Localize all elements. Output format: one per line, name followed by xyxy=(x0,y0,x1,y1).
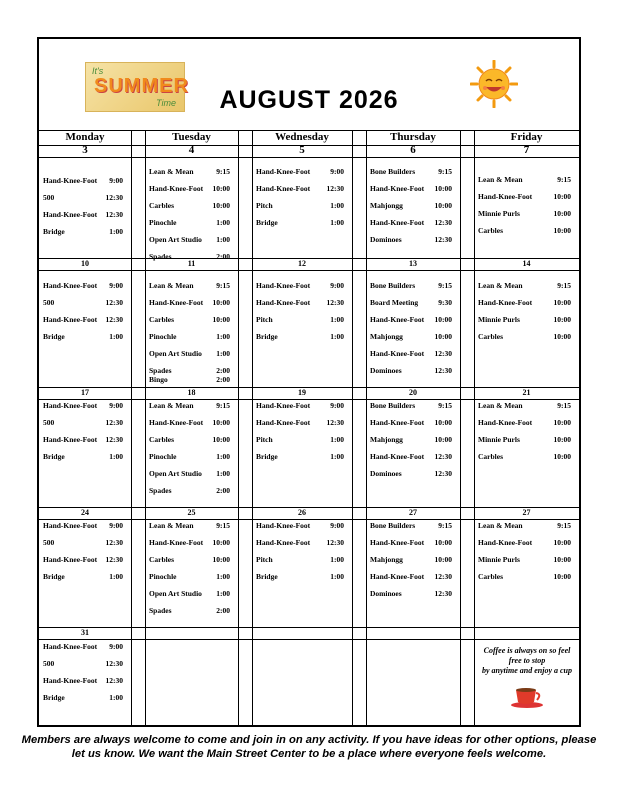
grid-line xyxy=(474,130,475,725)
date-number: 12 xyxy=(298,259,306,268)
event-name: Hand-Knee-Foot xyxy=(370,452,425,461)
event-name: Hand-Knee-Foot xyxy=(256,167,311,176)
event-name: Pitch xyxy=(256,315,273,324)
event-name: Mahjongg xyxy=(370,332,403,341)
event-time: 12:30 xyxy=(105,298,123,307)
event-name: Hand-Knee-Foot xyxy=(43,435,98,444)
event-name: Carbles xyxy=(149,435,174,444)
event-name: Hand-Knee-Foot xyxy=(43,676,98,685)
event-name: Mahjongg xyxy=(370,555,403,564)
event-time: 9:15 xyxy=(557,175,571,184)
event-time: 9:15 xyxy=(557,401,571,410)
event-name: Carbles xyxy=(478,452,503,461)
date-number: 24 xyxy=(81,508,89,517)
event-name: Dominoes xyxy=(370,589,402,598)
date-number: 10 xyxy=(81,259,89,268)
footer-note: Members are always welcome to come and join in on any activity. If you have ideas for other options, please let us know. We want the Main Street Center to be a place where everyone feels welcome. xyxy=(21,734,597,760)
event-name: Hand-Knee-Foot xyxy=(43,401,98,410)
event-name: Lean & Mean xyxy=(478,175,523,184)
event-time: 1:00 xyxy=(216,452,230,461)
event-time: 1:00 xyxy=(330,452,344,461)
event-name: Open Art Studio xyxy=(149,235,202,244)
event-time: 1:00 xyxy=(216,332,230,341)
event-name: Hand-Knee-Foot xyxy=(256,401,311,410)
event-time: 9:00 xyxy=(330,521,344,530)
grid-line xyxy=(252,130,253,725)
date-number: 13 xyxy=(409,259,417,268)
event-time: 12:30 xyxy=(105,555,123,564)
event-name: Bridge xyxy=(43,332,65,341)
event-name: Carbles xyxy=(149,555,174,564)
event-name: Carbles xyxy=(149,315,174,324)
event-time: 12:30 xyxy=(105,435,123,444)
date-number: 26 xyxy=(298,508,306,517)
event-time: 12:30 xyxy=(105,659,123,668)
event-time: 1:00 xyxy=(330,315,344,324)
event-time: 9:00 xyxy=(109,521,123,530)
event-time: 10:00 xyxy=(553,209,571,218)
event-name: Hand-Knee-Foot xyxy=(43,176,98,185)
event-name: Hand-Knee-Foot xyxy=(256,538,311,547)
event-time: 12:30 xyxy=(434,589,452,598)
date-number: 27 xyxy=(409,508,417,517)
event-time: 1:00 xyxy=(109,227,123,236)
event-time: 1:00 xyxy=(330,572,344,581)
event-time: 9:00 xyxy=(109,401,123,410)
event-time: 10:00 xyxy=(212,298,230,307)
event-name: Dominoes xyxy=(370,366,402,375)
event-name: Bridge xyxy=(256,332,278,341)
event-time: 10:00 xyxy=(434,315,452,324)
event-time: 9:15 xyxy=(438,521,452,530)
event-time: 12:30 xyxy=(434,572,452,581)
event-time: 12:30 xyxy=(434,235,452,244)
event-time: 10:00 xyxy=(553,435,571,444)
date-number: 20 xyxy=(409,388,417,397)
event-time: 9:00 xyxy=(330,401,344,410)
event-time: 10:00 xyxy=(434,184,452,193)
event-name: Pinochle xyxy=(149,452,177,461)
event-time: 12:30 xyxy=(326,184,344,193)
date-number: 27 xyxy=(522,508,531,517)
event-name: Lean & Mean xyxy=(149,167,194,176)
event-name: Open Art Studio xyxy=(149,589,202,598)
event-name: 500 xyxy=(43,298,55,307)
event-time: 9:15 xyxy=(557,521,571,530)
event-time: 2:00 xyxy=(216,486,230,495)
event-name: Hand-Knee-Foot xyxy=(149,298,204,307)
event-name: Hand-Knee-Foot xyxy=(43,315,98,324)
event-time: 12:30 xyxy=(105,676,123,685)
date-number: 21 xyxy=(522,388,531,397)
event-name: Pitch xyxy=(256,555,273,564)
event-time: 9:30 xyxy=(438,298,452,307)
grid-line xyxy=(366,130,367,725)
event-time: 12:30 xyxy=(326,418,344,427)
event-time: 1:00 xyxy=(330,332,344,341)
event-time: 10:00 xyxy=(553,572,571,581)
event-name: 500 xyxy=(43,538,55,547)
event-time: 12:30 xyxy=(105,210,123,219)
event-name: Hand-Knee-Foot xyxy=(43,642,98,651)
event-name: Bone Builders xyxy=(370,521,416,530)
event-name: Bridge xyxy=(43,693,65,702)
event-name: Spades xyxy=(149,252,172,261)
event-name: Hand-Knee-Foot xyxy=(43,210,98,219)
event-time: 10:00 xyxy=(434,418,452,427)
event-time: 12:30 xyxy=(105,538,123,547)
date-number: 31 xyxy=(81,628,89,637)
event-name: Open Art Studio xyxy=(149,469,202,478)
event-time: 9:15 xyxy=(438,281,452,290)
event-time: 1:00 xyxy=(216,589,230,598)
date-number: 14 xyxy=(522,259,531,268)
event-name: Spades xyxy=(149,486,172,495)
date-number: 5 xyxy=(299,144,305,156)
event-name: Hand-Knee-Foot xyxy=(370,315,425,324)
day-header-wednesday: Wednesday xyxy=(275,131,329,143)
event-time: 10:00 xyxy=(212,315,230,324)
event-time: 10:00 xyxy=(434,538,452,547)
event-name: Hand-Knee-Foot xyxy=(370,538,425,547)
event-name: Hand-Knee-Foot xyxy=(256,184,311,193)
event-name: Carbles xyxy=(478,332,503,341)
event-name: Hand-Knee-Foot xyxy=(370,349,425,358)
event-time: 10:00 xyxy=(212,184,230,193)
event-time: 2:00 xyxy=(216,606,230,615)
event-time: 10:00 xyxy=(212,435,230,444)
event-time: 10:00 xyxy=(212,418,230,427)
event-name: Carbles xyxy=(149,201,174,210)
page-title: AUGUST 2026 xyxy=(219,86,399,114)
event-name: Bone Builders xyxy=(370,281,416,290)
date-number: 7 xyxy=(523,144,530,156)
event-time: 10:00 xyxy=(434,435,452,444)
day-header-friday: Friday xyxy=(510,131,543,143)
event-time: 12:30 xyxy=(105,193,123,202)
event-time: 10:00 xyxy=(212,201,230,210)
event-time: 1:00 xyxy=(330,201,344,210)
event-time: 9:00 xyxy=(109,642,123,651)
day-header-thursday: Thursday xyxy=(390,131,436,143)
event-name: Mahjongg xyxy=(370,435,403,444)
event-time: 10:00 xyxy=(553,298,571,307)
event-time: 1:00 xyxy=(109,332,123,341)
event-name: Hand-Knee-Foot xyxy=(256,281,311,290)
event-name: Hand-Knee-Foot xyxy=(370,572,425,581)
event-time: 2:00 xyxy=(216,375,230,384)
event-time: 12:30 xyxy=(434,469,452,478)
event-time: 9:15 xyxy=(216,521,230,530)
event-name: Bone Builders xyxy=(370,167,416,176)
event-name: Hand-Knee-Foot xyxy=(370,184,425,193)
event-name: Bridge xyxy=(43,452,65,461)
day-header-tuesday: Tuesday xyxy=(172,131,211,143)
event-time: 12:30 xyxy=(434,218,452,227)
event-name: Carbles xyxy=(478,572,503,581)
event-name: Minnie Purls xyxy=(478,555,520,564)
event-name: Hand-Knee-Foot xyxy=(149,538,204,547)
event-time: 9:15 xyxy=(216,167,230,176)
event-time: 12:30 xyxy=(105,418,123,427)
event-time: 12:30 xyxy=(326,538,344,547)
event-time: 10:00 xyxy=(434,332,452,341)
event-name: Bone Builders xyxy=(370,401,416,410)
grid-line xyxy=(238,130,239,725)
event-time: 1:00 xyxy=(216,349,230,358)
event-time: 12:30 xyxy=(326,298,344,307)
event-name: Minnie Purls xyxy=(478,435,520,444)
date-number: 19 xyxy=(298,388,306,397)
event-time: 12:30 xyxy=(434,366,452,375)
event-time: 10:00 xyxy=(434,555,452,564)
event-time: 10:00 xyxy=(553,538,571,547)
event-name: Lean & Mean xyxy=(478,521,523,530)
event-time: 2:00 xyxy=(216,366,230,375)
event-name: 500 xyxy=(43,193,55,202)
event-name: Pinochle xyxy=(149,332,177,341)
grid-line xyxy=(352,130,353,725)
event-name: Carbles xyxy=(478,226,503,235)
event-time: 1:00 xyxy=(109,452,123,461)
event-name: Dominoes xyxy=(370,469,402,478)
date-number: 3 xyxy=(82,144,88,156)
event-time: 10:00 xyxy=(553,418,571,427)
event-time: 12:30 xyxy=(105,315,123,324)
grid-line xyxy=(39,157,579,158)
event-name: Lean & Mean xyxy=(149,281,194,290)
event-time: 12:30 xyxy=(434,452,452,461)
event-name: Hand-Knee-Foot xyxy=(478,192,533,201)
event-name: Bridge xyxy=(256,572,278,581)
event-name: Lean & Mean xyxy=(149,521,194,530)
event-name: Hand-Knee-Foot xyxy=(370,418,425,427)
event-time: 1:00 xyxy=(109,572,123,581)
event-time: 1:00 xyxy=(216,218,230,227)
event-time: 1:00 xyxy=(330,435,344,444)
event-time: 9:00 xyxy=(109,281,123,290)
event-time: 9:15 xyxy=(216,401,230,410)
event-name: Hand-Knee-Foot xyxy=(478,298,533,307)
date-number: 6 xyxy=(410,144,416,156)
event-time: 2:00 xyxy=(216,252,230,261)
event-name: Bingo xyxy=(149,375,168,384)
event-time: 10:00 xyxy=(553,315,571,324)
grid-line xyxy=(460,130,461,725)
event-time: 1:00 xyxy=(216,235,230,244)
event-time: 9:15 xyxy=(557,281,571,290)
event-name: Bridge xyxy=(256,218,278,227)
event-name: Spades xyxy=(149,366,172,375)
event-name: Pinochle xyxy=(149,218,177,227)
event-time: 10:00 xyxy=(553,192,571,201)
event-name: Minnie Purls xyxy=(478,315,520,324)
event-name: Open Art Studio xyxy=(149,349,202,358)
event-time: 10:00 xyxy=(434,201,452,210)
event-name: Mahjongg xyxy=(370,201,403,210)
event-name: Hand-Knee-Foot xyxy=(43,555,98,564)
event-name: Hand-Knee-Foot xyxy=(478,418,533,427)
event-time: 12:30 xyxy=(434,349,452,358)
event-name: 500 xyxy=(43,659,55,668)
date-number: 17 xyxy=(81,388,89,397)
event-time: 10:00 xyxy=(553,332,571,341)
event-name: Hand-Knee-Foot xyxy=(370,218,425,227)
event-name: Hand-Knee-Foot xyxy=(43,281,98,290)
event-name: Bridge xyxy=(43,572,65,581)
grid-line xyxy=(39,519,579,520)
event-name: Pitch xyxy=(256,201,273,210)
event-time: 9:15 xyxy=(216,281,230,290)
event-name: Hand-Knee-Foot xyxy=(256,521,311,530)
event-time: 10:00 xyxy=(553,452,571,461)
event-time: 1:00 xyxy=(216,469,230,478)
event-name: Board Meeting xyxy=(370,298,419,307)
event-name: Hand-Knee-Foot xyxy=(256,418,311,427)
event-name: Pitch xyxy=(256,435,273,444)
event-name: Hand-Knee-Foot xyxy=(149,184,204,193)
grid-line xyxy=(39,639,579,640)
event-time: 9:15 xyxy=(438,167,452,176)
grid-line xyxy=(145,130,146,725)
date-number: 11 xyxy=(187,259,196,268)
event-name: Pinochle xyxy=(149,572,177,581)
coffee-cup-icon xyxy=(510,686,544,708)
summer-time-logo: It's SUMMER Time xyxy=(85,62,185,112)
event-name: Bridge xyxy=(43,227,65,236)
event-time: 9:00 xyxy=(330,281,344,290)
event-name: Spades xyxy=(149,606,172,615)
event-time: 9:00 xyxy=(109,176,123,185)
event-name: 500 xyxy=(43,418,55,427)
coffee-note: Coffee is always on so feel free to stop by anytime and enjoy a cup xyxy=(482,646,572,675)
event-name: Hand-Knee-Foot xyxy=(149,418,204,427)
day-header-monday: Monday xyxy=(65,131,105,143)
event-time: 1:00 xyxy=(330,555,344,564)
event-name: Minnie Purls xyxy=(478,209,520,218)
event-time: 10:00 xyxy=(212,538,230,547)
event-name: Lean & Mean xyxy=(478,401,523,410)
event-time: 1:00 xyxy=(216,572,230,581)
event-name: Bridge xyxy=(256,452,278,461)
event-name: Hand-Knee-Foot xyxy=(478,538,533,547)
date-number: 25 xyxy=(187,508,196,517)
grid-line xyxy=(39,399,579,400)
date-number: 18 xyxy=(187,388,196,397)
event-time: 9:15 xyxy=(438,401,452,410)
event-time: 10:00 xyxy=(553,226,571,235)
event-name: Hand-Knee-Foot xyxy=(256,298,311,307)
event-name: Hand-Knee-Foot xyxy=(43,521,98,530)
event-time: 10:00 xyxy=(553,555,571,564)
grid-line xyxy=(39,270,579,271)
event-name: Dominoes xyxy=(370,235,402,244)
event-time: 10:00 xyxy=(212,555,230,564)
event-time: 9:00 xyxy=(330,167,344,176)
event-time: 1:00 xyxy=(109,693,123,702)
event-name: Lean & Mean xyxy=(478,281,523,290)
date-number: 4 xyxy=(188,144,195,156)
event-name: Lean & Mean xyxy=(149,401,194,410)
event-time: 1:00 xyxy=(330,218,344,227)
